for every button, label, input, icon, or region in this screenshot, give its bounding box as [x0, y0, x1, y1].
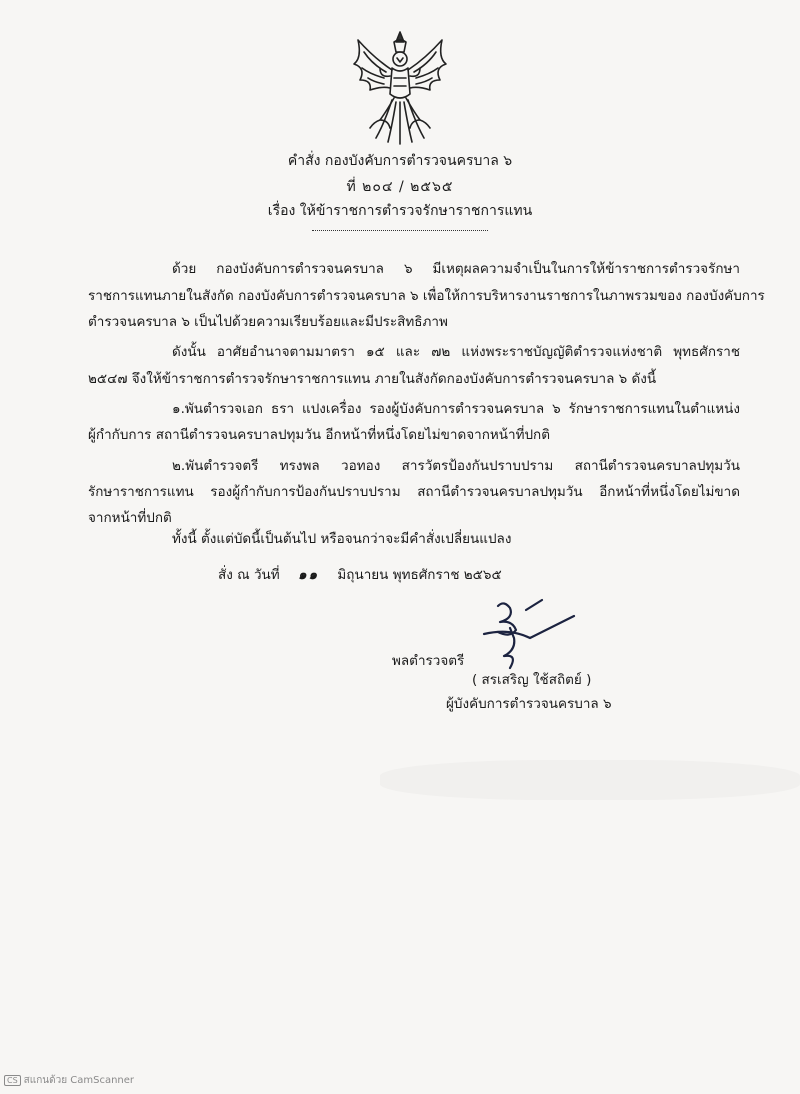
order-title: คำสั่ง กองบังคับการตำรวจนครบาล ๖ — [287, 153, 513, 169]
date-prefix: สั่ง ณ วันที่ — [218, 567, 280, 583]
handwritten-signature — [470, 598, 580, 678]
scan-smudge — [380, 760, 800, 800]
paragraph-2-line-1: ดังนั้น อาศัยอำนาจตามมาตรา ๑๕ และ ๗๒ แห่งพระราชบัญญัติตำรวจแห่งชาติ พุทธศักราช — [172, 344, 740, 360]
signer-position: ผู้บังคับการตำรวจนครบาล ๖ — [446, 696, 612, 712]
item-1-line-2: ผู้กำกับการ สถานีตำรวจนครบาลปทุมวัน อีกหน้าที่หนึ่งโดยไม่ขาดจากหน้าที่ปกติ — [88, 427, 550, 443]
dotted-divider — [312, 230, 488, 231]
signer-name: ( สรเสริญ ใช้สถิตย์ ) — [472, 672, 592, 688]
paragraph-2-line-2: ๒๕๔๗ จึงให้ข้าราชการตำรวจรักษาราชการแทน ภายในสังกัดกองบังคับการตำรวจนครบาล ๖ ดังนี้ — [88, 371, 657, 387]
camscanner-label: สแกนด้วย CamScanner — [23, 1075, 135, 1086]
paragraph-1-line-1: ด้วย กองบังคับการตำรวจนครบาล ๖ มีเหตุผลความจำเป็นในการให้ข้าราชการตำรวจรักษา — [172, 261, 740, 277]
garuda-emblem — [340, 28, 460, 146]
item-2-line-3: จากหน้าที่ปกติ — [88, 510, 172, 526]
date-rest: มิถุนายน พุทธศักราช ๒๕๖๕ — [337, 567, 502, 583]
order-subject: เรื่อง ให้ข้าราชการตำรวจรักษาราชการแทน — [267, 203, 533, 219]
order-number: ที่ ๒๐๔ / ๒๕๖๕ — [346, 179, 454, 195]
paragraph-1-line-2: ราชการแทนภายในสังกัด กองบังคับการตำรวจนครบาล ๖ เพื่อให้การบริหารงานราชการในภาพรวมของ กองบังคับการ — [88, 288, 765, 304]
date-day: ๑๑ — [297, 567, 320, 583]
signer-rank: พลตำรวจตรี — [392, 653, 465, 669]
camscanner-footer — [4, 1073, 134, 1088]
camscanner-icon: CS — [4, 1075, 21, 1086]
order-date — [218, 566, 502, 584]
paragraph-1-line-3: ตำรวจนครบาล ๖ เป็นไปด้วยความเรียบร้อยและมีประสิทธิภาพ — [88, 314, 448, 330]
item-2-line-2: รักษาราชการแทน รองผู้กำกับการป้องกันปราบปราม สถานีตำรวจนครบาลปทุมวัน อีกหน้าที่หนึ่งโดยไม่ขาด — [88, 484, 740, 500]
item-2-line-1: ๒.พันตำรวจตรี ทรงพล วอทอง สารวัตรป้องกันปราบปราม สถานีตำรวจนครบาลปทุมวัน — [172, 458, 740, 474]
item-1-line-1: ๑.พันตำรวจเอก ธรา แปงเครื่อง รองผู้บังคับการตำรวจนครบาล ๖ รักษาราชการแทนในตำแหน่ง — [172, 401, 740, 417]
effective-clause: ทั้งนี้ ตั้งแต่บัดนี้เป็นต้นไป หรือจนกว่าจะมีคำสั่งเปลี่ยนแปลง — [172, 531, 512, 547]
